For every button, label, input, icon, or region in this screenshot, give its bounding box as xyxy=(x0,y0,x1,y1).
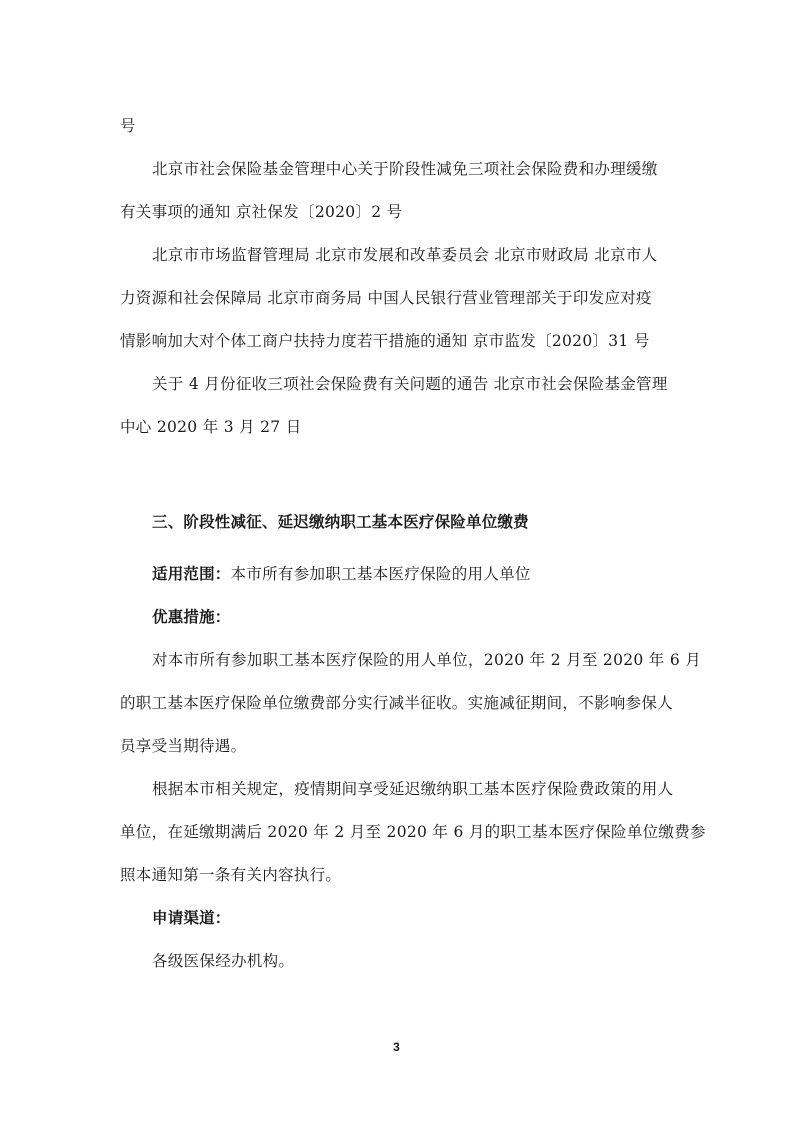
text-line: 对本市所有参加职工基本医疗保险的用人单位，2020 年 2 月至 2020 年 6 月 xyxy=(152,651,702,669)
text-line: 号 xyxy=(120,117,136,135)
text-line: 中心 2020 年 3 月 27 日 xyxy=(120,418,302,436)
text-line: 力资源和社会保障局 北京市商务局 中国人民银行营业管理部关于印发应对疫 xyxy=(120,289,652,307)
text-line: 根据本市相关规定，疫情期间享受延迟缴纳职工基本医疗保险费政策的用人 xyxy=(152,780,674,798)
scope-label: 适用范围： xyxy=(152,565,231,583)
text-line: 北京市社会保险基金管理中心关于阶段性减免三项社会保险费和办理缓缴 xyxy=(152,160,658,178)
text-line: 员享受当期待遇。 xyxy=(120,737,247,755)
text-line: 情影响加大对个体工商户扶持力度若干措施的通知 京市监发〔2020〕31 号 xyxy=(120,332,650,350)
section-heading: 三、阶段性减征、延迟缴纳职工基本医疗保险单位缴费 xyxy=(152,513,529,531)
text-line: 关于 4 月份征收三项社会保险费有关问题的通告 北京市社会保险基金管理 xyxy=(152,375,668,393)
scope-text: 本市所有参加职工基本医疗保险的用人单位 xyxy=(230,565,531,583)
channel-label: 申请渠道： xyxy=(152,909,231,927)
scope-line xyxy=(152,564,531,584)
text-line: 照本通知第一条有关内容执行。 xyxy=(120,866,342,884)
measures-label: 优惠措施： xyxy=(152,608,231,626)
page-number: 3 xyxy=(393,1040,400,1054)
text-line: 的职工基本医疗保险单位缴费部分实行减半征收。实施减征期间，不影响参保人 xyxy=(120,694,674,712)
channel-text: 各级医保经办机构。 xyxy=(152,952,295,970)
text-line: 单位，在延缴期满后 2020 年 2 月至 2020 年 6 月的职工基本医疗保险单位缴费参 xyxy=(120,823,706,841)
text-line: 北京市市场监督管理局 北京市发展和改革委员会 北京市财政局 北京市人 xyxy=(152,246,658,264)
text-line: 有关事项的通知 京社保发〔2020〕2 号 xyxy=(120,203,403,221)
